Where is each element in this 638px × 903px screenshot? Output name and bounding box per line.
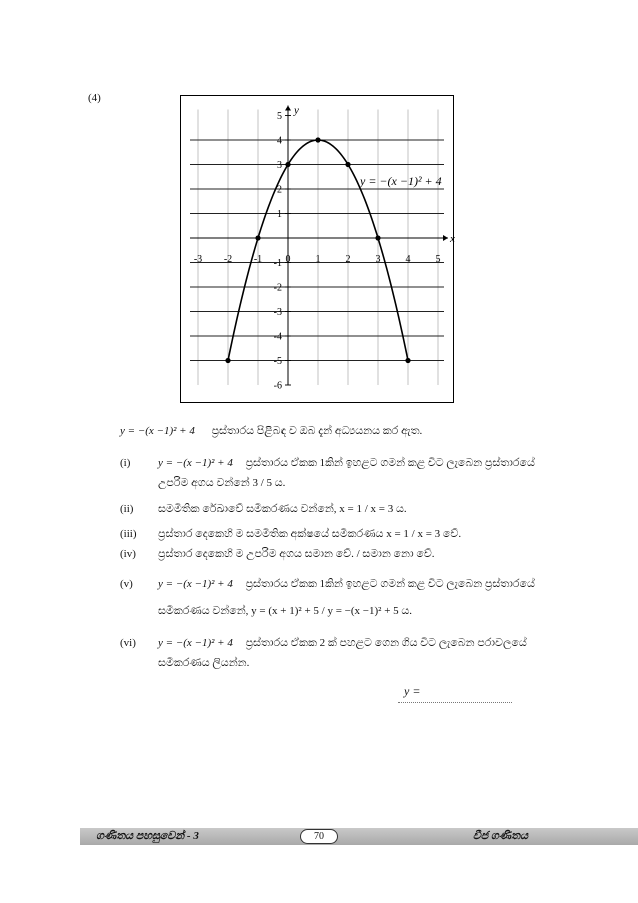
page-footer (80, 828, 638, 845)
item-text: සමමිතික රේඛාවේ සමීකරණය වන්නේ, x = 1 / x = 3 ය. (158, 503, 407, 515)
y-tick-label: -4 (273, 331, 282, 343)
item-equation: y = −(x −1)² + 4 (158, 637, 233, 649)
y-tick-label: -5 (273, 356, 282, 367)
x-tick-label: 2 (345, 254, 351, 265)
graph-svg (180, 95, 454, 403)
data-point (255, 235, 260, 240)
question-number: (4) (88, 92, 101, 104)
data-point (285, 162, 290, 167)
item-number: (v) (120, 578, 133, 590)
x-axis-label: x (450, 233, 455, 245)
y-tick-label: -3 (273, 307, 282, 318)
x-tick-label: 0 (285, 254, 291, 265)
equation-label: y = −(x −1)² + 4 (360, 174, 442, 188)
y-tick-label: -6 (273, 380, 282, 392)
item-number: (vi) (120, 637, 136, 649)
page-number: 70 (300, 829, 338, 844)
item-text: ප්‍රස්තාරය ඒකක 1කින් ඉහළට ගමන් කළ විට ලැබෙන ප්‍රස්තාරයේ (245, 578, 535, 590)
y-axis-label: y (294, 104, 299, 117)
intro-equation: y = −(x −1)² + 4 (120, 425, 195, 437)
x-tick-label: 4 (405, 254, 411, 265)
item-text: ප්‍රස්තාර දෙකෙහි ම සමමිතික අක්ෂයේ සමීකරණය x = 1 / x = 3 වේ. (158, 528, 462, 540)
footer-chapter: වීජ ගණිතය (472, 830, 528, 842)
item-vi-line2: සමීකරණය ලියන්න. (158, 657, 250, 669)
intro-line (120, 424, 422, 438)
x-tick-label: -2 (223, 254, 233, 265)
data-point (225, 358, 230, 363)
y-tick-label: 3 (277, 160, 282, 171)
footer-book-title: ගණිතය පහසුවෙන් - 3 (96, 830, 199, 842)
data-point (345, 162, 350, 167)
data-point (315, 137, 320, 142)
item-v-line2: සමීකරණය වන්නේ, y = (x + 1)² + 5 / y = −(x −1)² + 5 ය. (158, 605, 413, 617)
x-tick-label: -3 (193, 254, 203, 265)
data-point (375, 235, 380, 240)
item-number: (ii) (120, 503, 134, 515)
y-tick-label: 5 (277, 111, 282, 122)
item-i-line2: උපරිම අගය වන්නේ 3 / 5 ය. (158, 477, 286, 489)
item-number: (iv) (120, 548, 136, 560)
item-equation: y = −(x −1)² + 4 (158, 578, 233, 590)
data-point (405, 358, 410, 363)
x-tick-label: 5 (435, 254, 441, 265)
answer-field[interactable] (398, 702, 512, 703)
y-tick-label: 1 (277, 209, 282, 220)
y-tick-label: -2 (273, 282, 282, 294)
item-number: (i) (120, 457, 131, 469)
intro-text: ප්‍රස්තාරය පිළිබඳ ව ඔබ දැන් අධ්‍යයනය කර ඇත. (211, 425, 423, 437)
x-tick-label: 1 (315, 254, 321, 265)
y-tick-label: 4 (277, 135, 282, 147)
item-text: ප්‍රස්තාරය ඒකක 1කින් ඉහළට ගමන් කළ විට ලැබෙන ප්‍රස්තාරයේ (245, 457, 535, 469)
x-tick-label: 3 (375, 254, 381, 265)
answer-label: y = (404, 684, 421, 698)
item-number: (iii) (120, 528, 137, 540)
parabola-graph (180, 95, 454, 403)
item-text: ප්‍රස්තාරය ඒකක 2 ක් පහළට ගෙන ගිය විට ලැබෙන පරාවලයේ (245, 637, 527, 649)
item-equation: y = −(x −1)² + 4 (158, 457, 233, 469)
y-tick-label: 2 (277, 184, 282, 196)
item-text: ප්‍රස්තාර දෙකෙහි ම උපරිම අගය සමාන වේ. / සමාන නො වේ. (158, 548, 435, 560)
x-tick-label: -1 (253, 254, 263, 265)
y-tick-label: -1 (273, 258, 282, 269)
